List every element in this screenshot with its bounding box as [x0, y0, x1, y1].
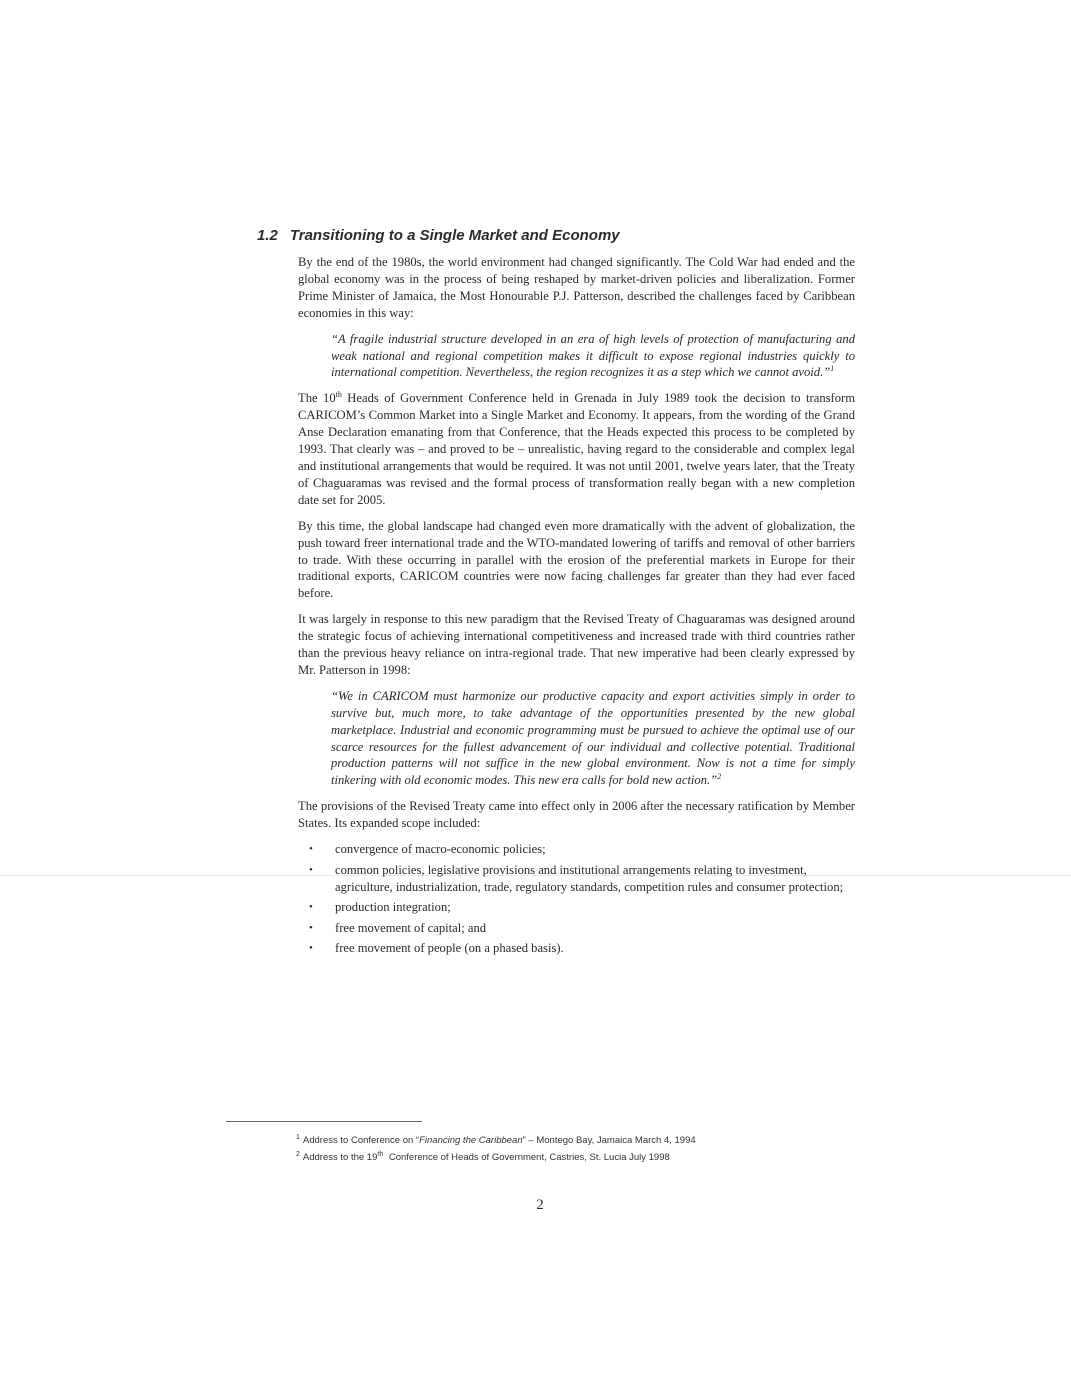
footnote-ref-2: 2 — [717, 772, 722, 782]
section-number: 1.2 — [257, 227, 278, 244]
paragraph-paradigm: It was largely in response to this new paradigm that the Revised Treaty of Chaguaramas was designed around the strategic focus of achieving international competitiveness and increased trade with third countries rather than the previous heavy reliance on intra-regional trade. That new imperative had been clearly expressed by Mr. Patterson in 1998: — [298, 612, 855, 677]
footnote-2: $^2$ Address to the 19th Conference of Heads of Government, Castries, St. Lucia July 1998 — [296, 1151, 670, 1163]
bullet-icon: • — [309, 863, 313, 876]
quote-1-text: “A fragile industrial structure developed in an era of high levels of protection of manufacturing and weak national and regional competition makes it difficult to expose regional industries quickly to international competition. Nevertheless, the region recognizes it as a step which we cannot avoid.” — [331, 331, 855, 380]
list-item: • convergence of macro-economic policies; — [309, 842, 546, 857]
paragraph-globalization: By this time, the global landscape had changed even more dramatically with the advent of globalization, the push toward freer international trade and the WTO-mandated lowering of tariffs and removal of other barriers to trade. With these occurring in parallel with the erosion of the preferential markets in Europe for their traditional exports, CARICOM countries were now facing challenges far greater than they had ever faced before. — [298, 518, 855, 601]
bullet-icon: • — [309, 843, 313, 856]
bullet-icon: • — [309, 942, 313, 954]
paragraph-grenada-text: The 10th Heads of Government Conference held in Grenada in July 1989 took the decision to transform CARICOM’s Common Market into a Single Market and Economy. It appears, from the wording of the Grand Anse Declaration emanating from that Conference, that the Heads expected this process to be completed by 1993. That clearly was – and proved to be – unrealistic, having regard to the considerable and complex legal and institutional arrangements that would be required. It was not until 2001, twelve years later, that the Treaty of Chaguaramas was revised and the formal process of transformation really began with a new completion date set for 2005. — [298, 390, 855, 507]
list-item: • free movement of capital; and — [309, 920, 487, 935]
footnote-separator — [226, 1121, 422, 1122]
block-quote-2 — [331, 688, 855, 789]
paragraph-provisions: The provisions of the Revised Treaty came into effect only in 2006 after the necessary ratification by Member States. Its expanded scope included: — [298, 799, 855, 831]
footnote-1: $^1$ Address to Conference on “Financing the Caribbean” – Montego Bay, Jamaica March 4, 1994 — [296, 1134, 696, 1146]
list-item: • production integration; — [309, 900, 451, 914]
footnotes — [296, 1132, 696, 1166]
scope-list — [298, 841, 855, 957]
list-item: • common policies, legislative provisions and institutional arrangements relating to investment, agriculture, industrialization, trade, regulatory standards, competition rules and consumer protection; — [309, 862, 844, 894]
page-number: 2 — [536, 1197, 544, 1213]
footnote-ref-1: 1 — [830, 364, 835, 374]
bullet-icon: • — [309, 901, 313, 913]
bullet-icon: • — [309, 921, 313, 934]
ordinal-suffix: th — [335, 390, 342, 400]
paragraph-grenada — [298, 390, 855, 508]
block-quote-1 — [331, 331, 855, 382]
paragraph-intro: By the end of the 1980s, the world environment had changed significantly. The Cold War had ended and the global economy was in the process of being reshaped by market-driven policies and liberalization. Former Prime Minister of Jamaica, the Most Honourable P.J. Patterson, described the challenges faced by Caribbean economies in this way: — [298, 255, 855, 320]
section-title: Transitioning to a Single Market and Economy — [289, 227, 620, 244]
quote-2-text: “We in CARICOM must harmonize our productive capacity and export activities simply in order to survive but, much more, to take advantage of the opportunities presented by the new global marketplace. Industrial and economic programming must be pursued to achieve the optimal use of our scarce resources for the fullest advancement of our individual and collective potential. Traditional production patterns will not suffice in the new global environment. Now is not a time for simply tinkering with old economic modes. This new era calls for bold new action.” — [331, 688, 855, 788]
section-heading — [257, 227, 620, 244]
body-text — [298, 254, 855, 961]
list-item: • free movement of people (on a phased basis). — [309, 941, 564, 955]
